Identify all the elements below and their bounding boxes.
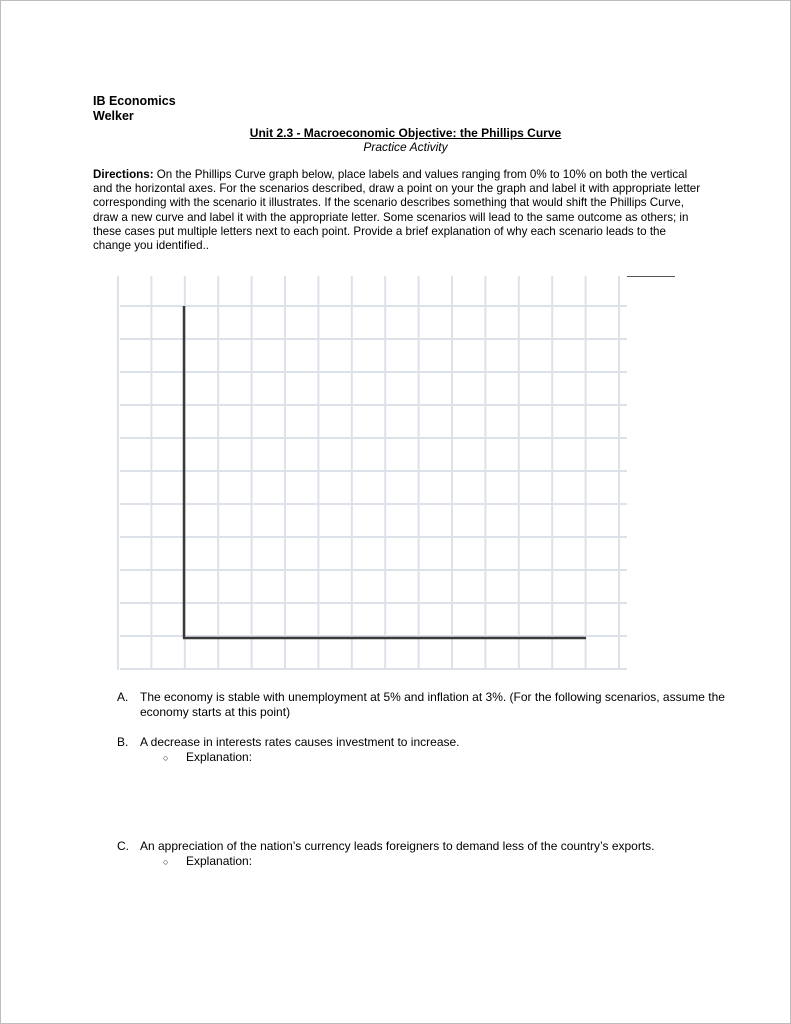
scenario-text: An appreciation of the nation’s currency leads foreigners to demand less of the country’s exports.: [140, 839, 655, 853]
phillips-curve-graph-grid: [115, 276, 635, 676]
scenario-text: The economy is stable with unemployment at 5% and inflation at 3%. (For the following scenarios, assume the economy starts at this point): [140, 690, 725, 719]
directions-text: On the Phillips Curve graph below, place labels and values ranging from 0% to 10% on both the vertical and the horizontal axes. For the scenarios described, draw a point on your the graph and label it with appropriate letter corresponding with the scenario it illustrates. If the scenario describes something that would shift the Phillips Curve, draw a new curve and label it with the appropriate letter. Some scenarios will lead to the same outcome as others; in these cases put multiple letters next to each point. Provide a brief explanation of why each scenario leads to the change you identified..: [93, 168, 701, 253]
unit-title: Unit 2.3 - Macroeconomic Objective: the Phillips Curve: [249, 126, 562, 140]
directions-paragraph: [93, 168, 703, 253]
scenario-letter: A.: [117, 690, 129, 704]
teacher-name: Welker: [93, 109, 134, 123]
graph-gridlines: [118, 276, 627, 670]
scenario-text: A decrease in interests rates causes investment to increase.: [140, 735, 460, 749]
hollow-bullet-icon: ○: [163, 857, 169, 867]
explanation-label: Explanation:: [186, 750, 253, 764]
course-name: IB Economics: [93, 94, 176, 108]
activity-subtitle: Practice Activity: [363, 140, 448, 154]
header-block: [93, 94, 176, 124]
hollow-bullet-icon: ○: [163, 753, 169, 763]
explanation-label: Explanation:: [186, 854, 253, 868]
page-title: [0, 126, 791, 154]
scenario-letter: B.: [117, 735, 129, 749]
directions-label: Directions:: [93, 168, 154, 181]
scenario-letter: C.: [117, 839, 129, 853]
